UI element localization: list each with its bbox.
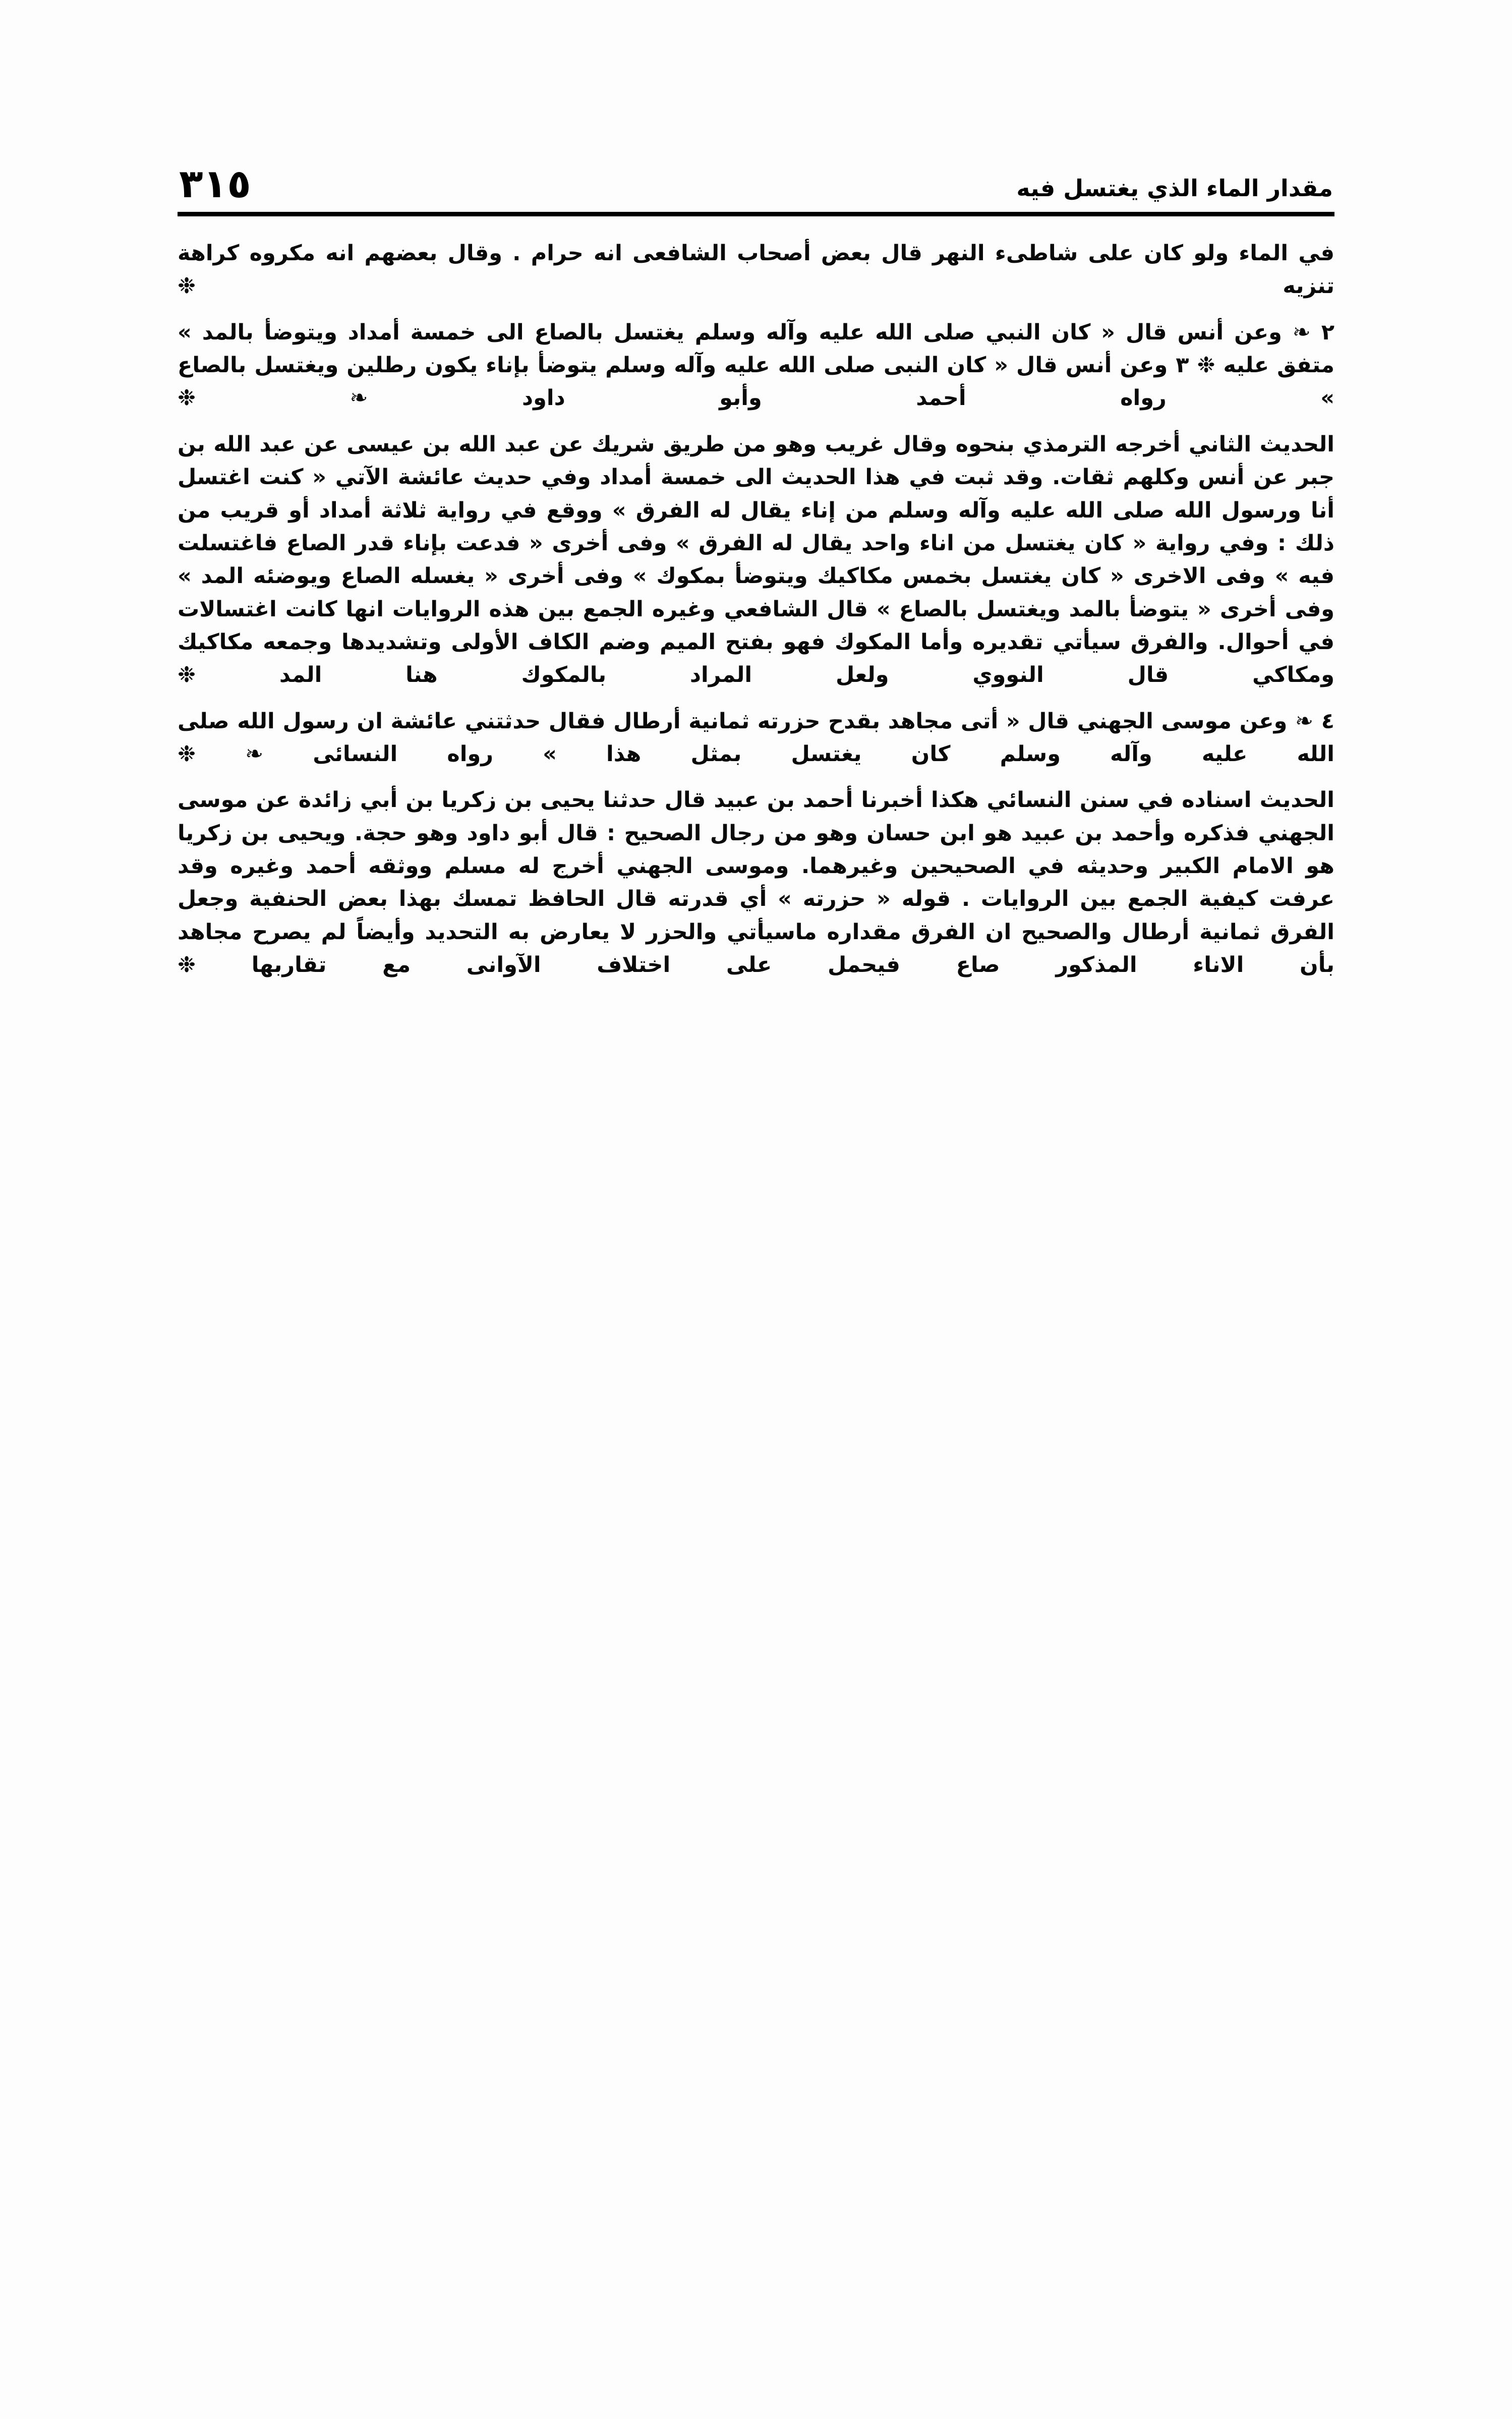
paragraph-continuation: في الماء ولو كان على شاطىء النهر قال بعض أصحاب الشافعى انه حرام . وقال بعضهم انه مكروه كراهة تنزيه ❉ (178, 241, 1334, 299)
page-header (179, 151, 1333, 207)
commentary-block-1: الحديث الثاني أخرجه الترمذي بنحوه وقال غريب وهو من طريق شريك عن عبد الله بن عيسى عن عبد الله بن جبر عن أنس وكلهم ثقات. وقد ثبت في هذا الحديث الى خمسة أمداد وفي حديث عائشة الآتي « كنت اغتسل أنا ورسول الله صلى الله عليه وآله وسلم من إناء يقال له الفرق » ووقع في رواية ثلاثة أمداد أو قريب من ذلك : وفي رواية « كان يغتسل من اناء واحد يقال له الفرق » وفى أخرى « فدعت بإناء قدر الصاع فاغتسلت فيه » وفى الاخرى « كان يغتسل بخمس مكاكيك ويتوضأ بمكوك » وفى أخرى « يغسله الصاع ويوضئه المد » وفى أخرى « يتوضأ بالمد ويغتسل بالصاع » قال الشافعي وغيره الجمع بين هذه الروايات انها كانت اغتسالات في أحوال. والفرق سيأتي تقديره وأما المكوك فهو بفتح الميم وضم الكاف الأولى وتشديدها وجمعه مكاكيك ومكاكي قال النووي ولعل المراد بالمكوك هنا المد ❉ (178, 431, 1334, 688)
hadith-entry-2-3: ٢ ❧ وعن أنس قال « كان النبي صلى الله عليه وآله وسلم يغتسل بالصاع الى خمسة أمداد ويتوضأ بالمد » متفق عليه ❉ ٣ وعن أنس قال « كان النبى صلى الله عليه وآله وسلم يتوضأ بإناء يكون رطلين ويغتسل بالصاع » رواه أحمد وأبو داود ❧ ❉ (178, 319, 1334, 411)
commentary-block-2: الحديث اسناده في سنن النسائي هكذا أخبرنا أحمد بن عبيد قال حدثنا يحيى بن زكريا بن أبي زائدة عن موسى الجهني فذكره وأحمد بن عبيد هو ابن حسان وهو من رجال الصحيح : قال أبو داود وهو حجة. ويحيى بن زكريا هو الامام الكبير وحديثه في الصحيحين وغيرهما. وموسى الجهني أخرج له مسلم ووثقه أحمد وغيره وقد عرفت كيفية الجمع بين الروايات . قوله « حزرته » أي قدرته قال الحافظ تمسك بهذا بعض الحنفية وجعل الفرق ثمانية أرطال والصحيح ان الفرق مقداره ماسيأتي والحزر لا يعارض به التحديد وأيضاً لم يصرح مجاهد بأن الاناء المذكور صاع فيحمل على اختلاف الآوانى مع تقاربها ❉ (178, 787, 1334, 978)
hadith-entry-4: ٤ ❧ وعن موسى الجهني قال « أتى مجاهد بقدح حزرته ثمانية أرطال فقال حدثتني عائشة ان رسول الله صلى الله عليه وآله وسلم كان يغتسل بمثل هذا » رواه النسائى ❧ ❉ (178, 708, 1334, 767)
header-divider-rule (178, 212, 1334, 216)
running-title: مقدار الماء الذي يغتسل فيه (1016, 175, 1333, 202)
body-text-column (178, 237, 1334, 985)
page-number: ٣١٥ (179, 161, 251, 207)
